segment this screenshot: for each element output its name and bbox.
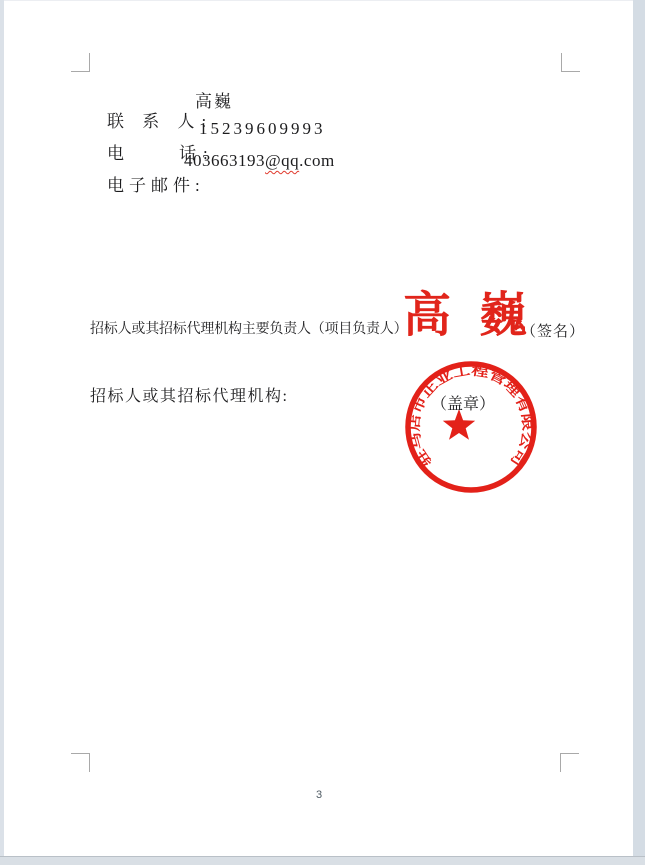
crop-mark-bottom-right [560, 753, 579, 772]
contact-name-value: 高巍 [195, 92, 233, 111]
contact-name-label: 联 系 人: [107, 112, 214, 131]
page-top-edge [0, 0, 645, 1]
sign-here-suffix: （签名） [521, 324, 586, 340]
contact-email-value [184, 151, 335, 171]
crop-mark-top-right [561, 53, 580, 72]
email-before: 403663193 [184, 151, 265, 170]
contact-phone-value: 15239609993 [199, 119, 326, 138]
contact-email-label: 电子邮件: [107, 176, 205, 195]
page-right-edge [633, 0, 645, 865]
agency-label: 招标人或其招标代理机构: [90, 388, 289, 405]
seal-company-text: 驻马店市正业工程管理有限公司 [406, 362, 536, 470]
email-spellcheck-wavy: @qq [265, 151, 300, 170]
email-after: .com [299, 151, 335, 170]
handwritten-signature-stamp: 高 巍 [403, 289, 528, 342]
contact-phone-label: 电 话: [107, 144, 215, 163]
page-left-edge [0, 0, 4, 865]
page-bottom-edge [0, 856, 645, 865]
responsible-person-label: 招标人或其招标代理机构主要负责人（项目负责人）: [90, 322, 412, 337]
company-seal-stamp [402, 357, 542, 499]
seal-here-suffix: （盖章） [431, 396, 496, 413]
page-number: 3 [316, 789, 323, 801]
crop-mark-bottom-left [71, 753, 90, 772]
crop-mark-top-left [71, 53, 90, 72]
